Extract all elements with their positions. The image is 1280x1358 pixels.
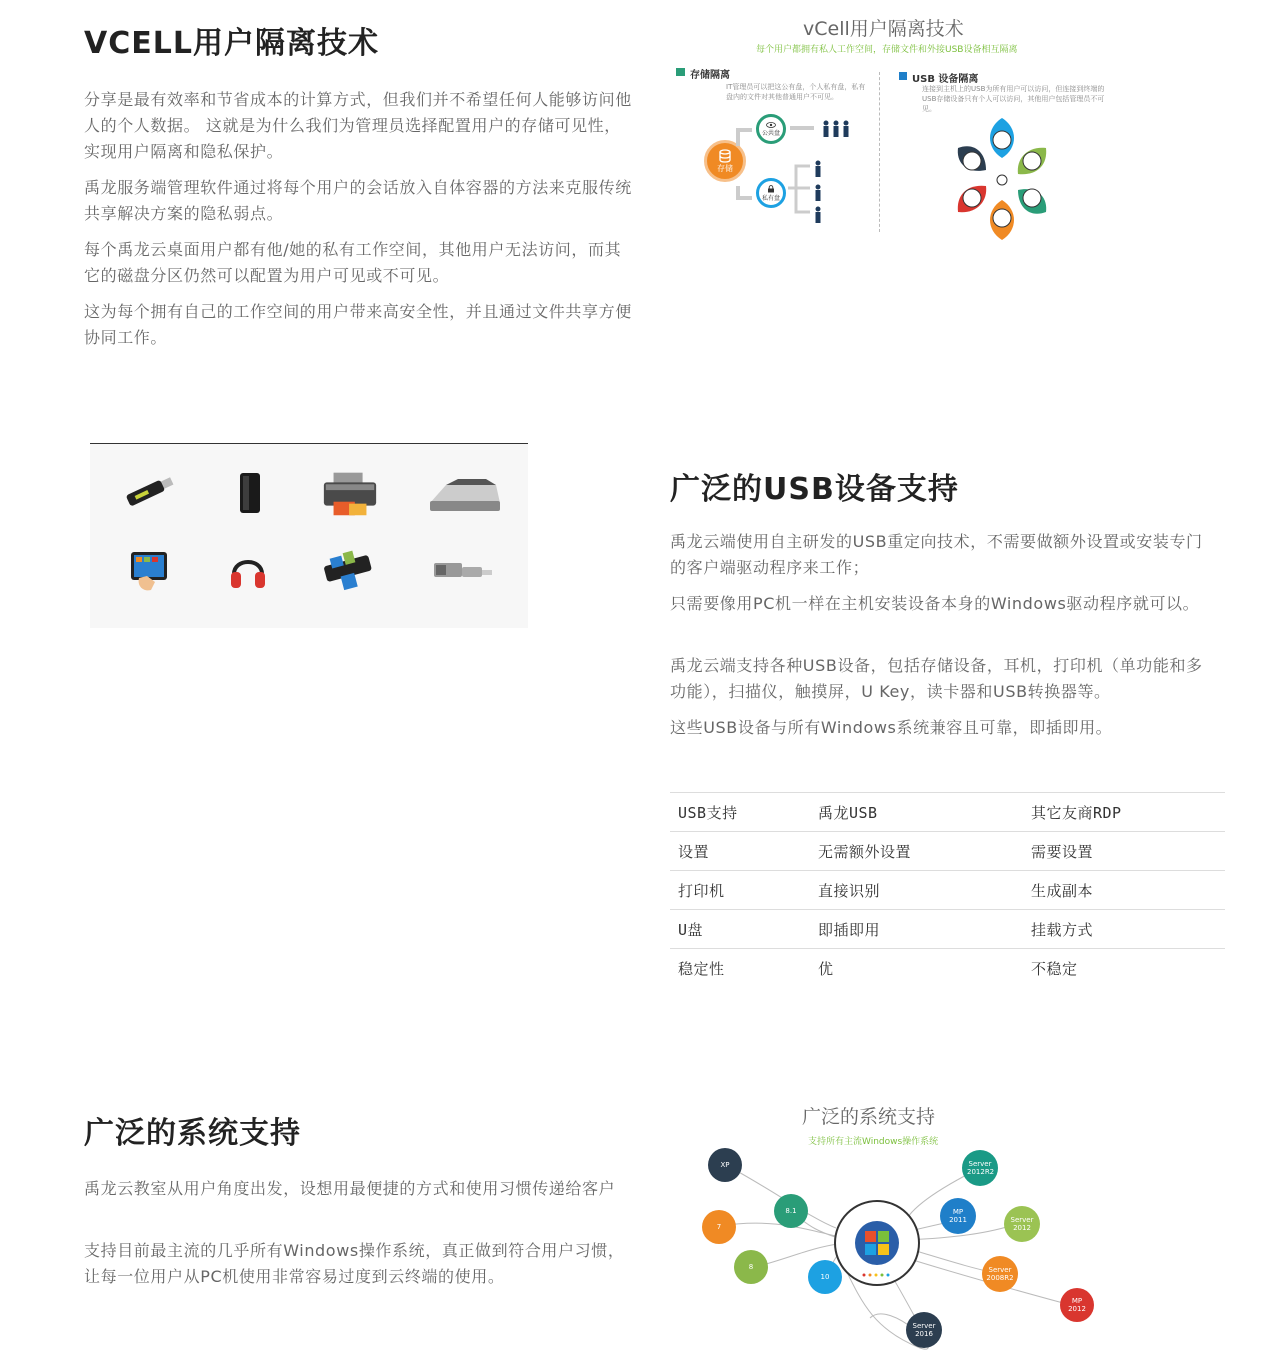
figure-subtitle: 支持所有主流Windows操作系统 (808, 1137, 939, 1147)
user-icon (813, 206, 823, 224)
table-cell: 挂载方式 (1023, 910, 1225, 949)
user-group-icon (822, 120, 852, 138)
os-bubble-8: 8 (734, 1250, 768, 1284)
paragraph: 支持目前最主流的几乎所有Windows操作系统，真正做到符合用户习惯，让每一位用户从PC机使用非常容易过度到云终端的使用。 (84, 1241, 625, 1286)
table-cell: 即插即用 (810, 910, 1023, 949)
table-cell: 设置 (670, 832, 810, 871)
system-support-diagram (690, 1098, 1110, 1354)
user-icon (813, 184, 823, 202)
private-disk-label: 私有盘 (761, 194, 780, 202)
table-cell: 不稳定 (1023, 949, 1225, 988)
user-icon (813, 160, 823, 178)
paragraph: 这为每个拥有自己的工作空间的用户带来高安全性，并且通过文件共享方便协同工作。 (84, 302, 632, 347)
scanner-icon (425, 470, 505, 520)
paragraph: 分享是最有效率和节省成本的计算方式，但我们并不希望任何人能够访问他人的个人数据。 这就是为什么我们为管理员选择配置用户的存储可见性，实现用户隔离和隐私保护。 (84, 90, 632, 161)
usb-heading: USB 设备隔离 (912, 74, 979, 85)
section-title-system: 广泛的系统支持 (84, 1116, 301, 1151)
table-cell: 直接识别 (810, 871, 1023, 910)
figure-title: vCell用户隔离技术 (803, 18, 964, 40)
os-bubble-server-2008r2: Server 2008R2 (982, 1256, 1018, 1292)
storage-heading: 存储隔离 (690, 70, 730, 81)
table-cell: 其它友商RDP (1023, 793, 1225, 832)
paragraph: 禹龙云端使用自主研发的USB重定向技术，不需要做额外设置或安装专门的客户端驱动程序来工作； (670, 532, 1203, 577)
usb-users-flower (944, 114, 1060, 244)
paragraph: 禹龙云端支持各种USB设备，包括存储设备，耳机，打印机（单功能和多功能），扫描仪，触摸屏，U Key，读卡器和USB转换器等。 (670, 656, 1203, 701)
os-bubble-8-1: 8.1 (774, 1194, 808, 1228)
table-cell: USB支持 (670, 793, 810, 832)
os-bubble-server-2016: Server 2016 (906, 1312, 942, 1348)
table-cell: 需要设置 (1023, 832, 1225, 871)
section-title-vcell: VCELL用户隔离技术 (84, 26, 379, 61)
table-cell: 无需额外设置 (810, 832, 1023, 871)
headphones-icon (218, 546, 278, 596)
os-bubble-server-2012: Server 2012 (1004, 1206, 1040, 1242)
table-row (670, 949, 1225, 988)
usb-devices-panel (90, 444, 528, 628)
lock-icon (767, 185, 775, 193)
os-bubble-xp: XP (708, 1148, 742, 1182)
storage-label: 存储 (717, 163, 733, 173)
public-disk-node (756, 114, 786, 144)
paragraph: 禹龙云教室从用户角度出发，设想用最便捷的方式和使用习惯传递给客户 (84, 1179, 616, 1198)
table-cell: 稳定性 (670, 949, 810, 988)
card-reader-icon (320, 548, 380, 598)
figure-subtitle: 每个用户都拥有私人工作空间，存储文件和外接USB设备相互隔离 (756, 45, 1018, 55)
private-disk-node (756, 178, 786, 208)
printer-icon (320, 468, 380, 518)
windows-logo-icon (853, 1219, 901, 1267)
storage-note: IT管理员可以把这公有盘，个人私有盘，私有盘内的文件对其他普通用户不可见。 (726, 83, 866, 101)
usb-heading-icon (899, 72, 907, 80)
usb-comparison-table (670, 792, 1225, 987)
os-bubble-mp-2011: MP 2011 (940, 1198, 976, 1234)
usb-adapter-icon (428, 548, 498, 598)
paragraph: 这些USB设备与所有Windows系统兼容且可靠，即插即用。 (670, 718, 1113, 737)
usb-stick-icon (120, 466, 180, 516)
paragraph: 每个禹龙云桌面用户都有他/她的私有工作空间，其他用户无法访问，而其它的磁盘分区仍然可以配置为用户可见或不可见。 (84, 240, 622, 285)
table-cell: 禹龙USB (810, 793, 1023, 832)
figure-title: 广泛的系统支持 (802, 1106, 936, 1128)
os-bubble-7: 7 (702, 1210, 736, 1244)
vcell-isolation-diagram (670, 8, 1110, 248)
paragraph: 禹龙服务端管理软件通过将每个用户的会话放入自体容器的方法来克服传统共享解决方案的隐私弱点。 (84, 178, 632, 223)
portable-drive-icon (220, 468, 280, 518)
storage-connectors (730, 116, 890, 226)
color-dots (862, 1262, 894, 1266)
table-cell: 生成副本 (1023, 871, 1225, 910)
table-cell: U盘 (670, 910, 810, 949)
os-bubble-server-2012r2: Server 2012R2 (962, 1150, 998, 1186)
table-row (670, 910, 1225, 949)
os-bubble-10: 10 (808, 1260, 842, 1294)
table-row (670, 793, 1225, 832)
storage-heading-icon (676, 68, 685, 76)
table-row (670, 832, 1225, 871)
usb-note: 连接到主机上的USB为所有用户可以访问，但连接到终端的USB存储设备只有个人可以访问，其他用户包括管理员不可见。 (922, 85, 1105, 113)
touchscreen-icon (120, 546, 180, 596)
table-cell: 优 (810, 949, 1023, 988)
table-row (670, 871, 1225, 910)
os-bubble-mp-2012: MP 2012 (1060, 1288, 1094, 1322)
public-disk-label: 公共盘 (761, 129, 780, 137)
table-cell: 打印机 (670, 871, 810, 910)
paragraph: 只需要像用PC机一样在主机安装设备本身的Windows驱动程序就可以。 (670, 594, 1200, 613)
section-title-usb: 广泛的USB设备支持 (670, 472, 959, 507)
